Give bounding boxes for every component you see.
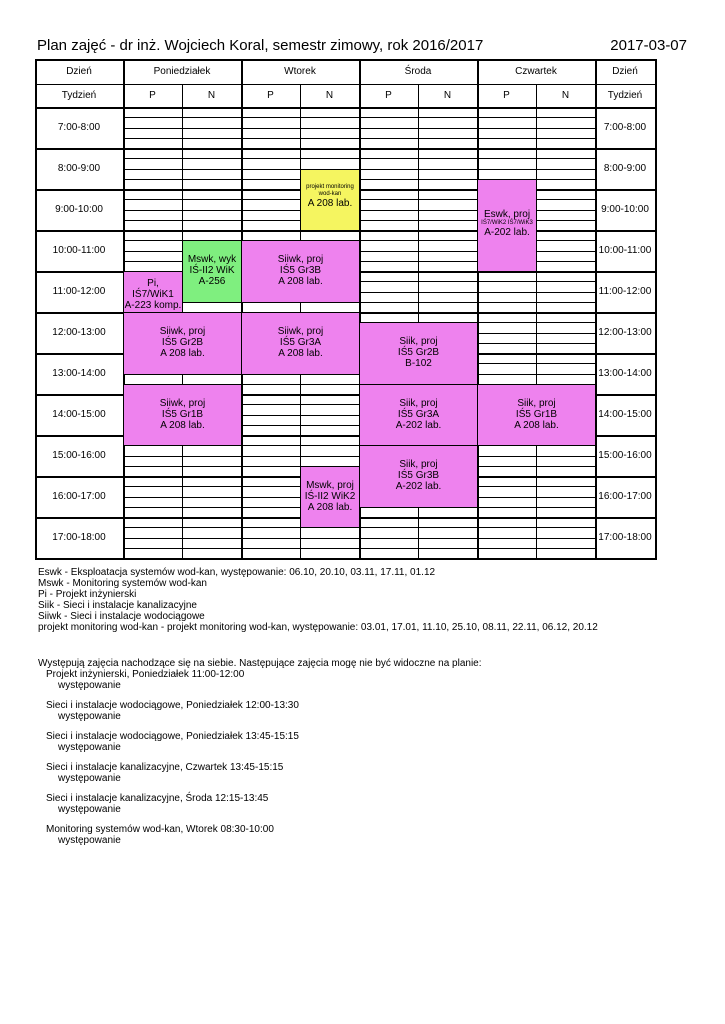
hour-label: 11:00-12:00 — [52, 286, 106, 297]
hour-label: 15:00-16:00 — [52, 450, 106, 461]
legend-item: projekt monitoring wod-kan - projekt monitoring wod-kan, występowanie: 03.01, 17.01, 11.10, 25.10, 08.11, 22.11, 06.12, 20.12 — [38, 622, 598, 633]
hour-label: 14:00-15:00 — [52, 409, 106, 420]
header-day-0: Poniedziałek — [153, 66, 211, 77]
schedule-event[interactable] — [359, 384, 478, 447]
hour-label: 7:00-8:00 — [57, 122, 101, 133]
week-divider — [536, 84, 537, 558]
hour-row-line — [35, 558, 656, 560]
note-item-occurrence: występowanie — [58, 835, 121, 846]
event-label: Siik, proj IŚ5 Gr2B B-102 — [397, 336, 440, 370]
page-title: Plan zajęć - dr inż. Wojciech Koral, semestr zimowy, rok 2016/2017 — [37, 37, 484, 54]
header-week-type: N — [325, 90, 334, 101]
hour-label: 11:00-12:00 — [598, 286, 652, 297]
hour-label: 14:00-15:00 — [598, 409, 652, 420]
event-label: Siik, proj IŚ5 Gr1B A 208 lab. — [514, 397, 559, 431]
hour-label: 8:00-9:00 — [603, 163, 647, 174]
grid-column-line — [35, 59, 37, 560]
event-label: Siiwk, proj IŚ5 Gr3B A 208 lab. — [277, 254, 324, 288]
note-item-title: Projekt inżynierski, Poniedziałek 11:00-12:00 — [46, 669, 245, 680]
event-label: Siiwk, proj IŚ5 Gr1B A 208 lab. — [159, 397, 206, 431]
event-room: A-202 lab. — [484, 226, 530, 238]
note-item-title: Sieci i instalacje kanalizacyjne, Środa 12:15-13:45 — [46, 793, 269, 804]
header-day-3: Czwartek — [515, 66, 557, 77]
event-label: Pi, IŚ7/WiK1 A-223 komp. — [124, 278, 182, 311]
abbreviation-legend — [38, 567, 598, 633]
header-week-type: P — [385, 90, 392, 101]
hour-label: 9:00-10:00 — [601, 204, 649, 215]
schedule-event[interactable] — [123, 312, 242, 375]
legend-item: Siiwk - Sieci i instalacje wodociągowe — [38, 611, 205, 622]
event-label: Siik, proj IŚ5 Gr3A A-202 lab. — [395, 397, 442, 431]
schedule-event[interactable] — [182, 240, 242, 303]
header-week-label: Tydzień — [607, 90, 643, 101]
note-item-occurrence: występowanie — [58, 804, 121, 815]
header-day-1: Wtorek — [284, 66, 316, 77]
schedule-event[interactable] — [359, 445, 478, 508]
notes-list — [38, 669, 482, 846]
hour-label: 17:00-18:00 — [52, 532, 106, 543]
overlap-notes — [38, 658, 482, 846]
header-week-type: N — [561, 90, 570, 101]
note-item-title: Monitoring systemów wod-kan, Wtorek 08:30-10:00 — [46, 824, 274, 835]
header-day-label: Dzień — [66, 66, 92, 77]
schedule-event[interactable] — [123, 271, 183, 313]
hour-label: 9:00-10:00 — [55, 204, 103, 215]
legend-item: Eswk - Eksploatacja systemów wod-kan, występowanie: 06.10, 20.10, 03.11, 17.11, 01.12 — [38, 567, 436, 578]
event-label: Siiwk, proj IŚ5 Gr2B A 208 lab. — [159, 326, 206, 359]
hour-label: 16:00-17:00 — [52, 491, 106, 502]
note-item-occurrence: występowanie — [58, 773, 121, 784]
hour-label: 17:00-18:00 — [598, 532, 652, 543]
note-item-title: Sieci i instalacje wodociągowe, Poniedziałek 13:45-15:15 — [46, 731, 299, 742]
grid-column-line — [595, 59, 597, 560]
header-week-type: P — [267, 90, 274, 101]
legend-item: Siik - Sieci i instalacje kanalizacyjne — [38, 600, 197, 611]
hour-label: 12:00-13:00 — [598, 327, 652, 338]
notes-header: Występują zajęcia nachodzące się na siebie. Następujące zajęcia mogę nie być widoczne na planie: — [38, 658, 482, 669]
event-label: Mswk, wyk IŚ-II2 WiK A-256 — [187, 254, 237, 288]
hour-label: 13:00-14:00 — [52, 368, 106, 379]
legend-item: Mswk - Monitoring systemów wod-kan — [38, 578, 207, 589]
schedule-event[interactable] — [300, 466, 360, 529]
hour-label: 7:00-8:00 — [603, 122, 647, 133]
schedule-event[interactable] — [477, 179, 537, 272]
note-item-occurrence: występowanie — [58, 680, 121, 691]
schedule-event[interactable] — [123, 384, 242, 447]
hour-label: 8:00-9:00 — [57, 163, 101, 174]
grid-border-top — [35, 59, 656, 61]
hour-label: 10:00-11:00 — [52, 245, 106, 256]
header-week-type: N — [207, 90, 216, 101]
schedule-event[interactable] — [241, 312, 360, 375]
note-item-title: Sieci i instalacje kanalizacyjne, Czwartek 13:45-15:15 — [46, 762, 284, 773]
hour-label: 16:00-17:00 — [598, 491, 652, 502]
event-label: Eswk, proj — [483, 208, 531, 220]
hour-label: 13:00-14:00 — [598, 368, 652, 379]
header-week-type: P — [503, 90, 510, 101]
legend-item: Pi - Projekt inżynierski — [38, 589, 137, 600]
grid-line — [35, 84, 656, 85]
header-week-type: P — [149, 90, 156, 101]
event-small-label: IŚ7/WiK2 IŚ7/WiK3 — [481, 219, 533, 226]
header-day-label: Dzień — [612, 66, 638, 77]
schedule-event[interactable] — [300, 169, 360, 232]
event-label: Mswk, proj IŚ-II2 WiK2 A 208 lab. — [304, 479, 356, 513]
event-label: A 208 lab. — [307, 197, 353, 209]
hour-label: 12:00-13:00 — [52, 327, 106, 338]
header-week-label: Tydzień — [61, 90, 97, 101]
grid-column-line — [655, 59, 657, 560]
schedule-event[interactable] — [477, 384, 596, 447]
grid-line — [35, 107, 656, 109]
header-week-type: N — [443, 90, 452, 101]
note-item-occurrence: występowanie — [58, 742, 121, 753]
event-small-label: projekt monitoring wod-kan — [306, 183, 354, 197]
note-item-occurrence: występowanie — [58, 711, 121, 722]
header-day-2: Środa — [404, 66, 432, 77]
note-item-title: Sieci i instalacje wodociągowe, Poniedziałek 12:00-13:30 — [46, 700, 299, 711]
schedule-event[interactable] — [241, 240, 360, 303]
hour-row-line — [35, 148, 656, 150]
hour-label: 15:00-16:00 — [598, 450, 652, 461]
event-label: Siik, proj IŚ5 Gr3B A-202 lab. — [395, 459, 442, 493]
grid-column-line — [241, 59, 243, 560]
print-date: 2017-03-07 — [610, 37, 687, 54]
event-label: Siiwk, proj IŚ5 Gr3A A 208 lab. — [277, 326, 324, 359]
schedule-event[interactable] — [359, 322, 478, 385]
hour-label: 10:00-11:00 — [598, 245, 652, 256]
